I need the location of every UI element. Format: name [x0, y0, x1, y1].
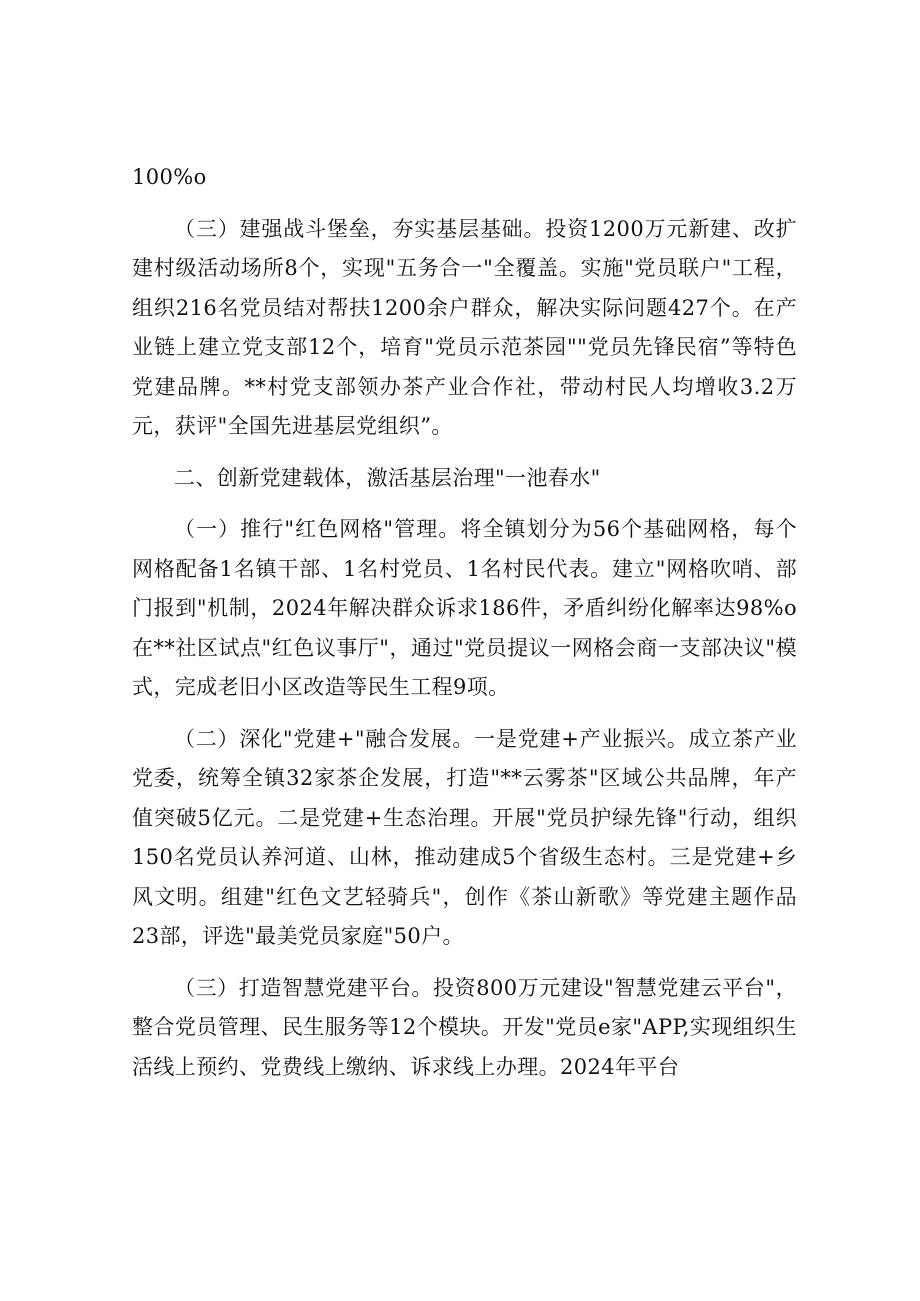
section-heading-two: 二、创新党建载体，激活基层治理"一池春水" [174, 465, 601, 490]
paragraph-smart-platform: （三）打造智慧党建平台。投资800万元建设"智慧党建云平台"，整合党员管理、民生服务等12个模块。开发"党员e家"APP,实现组织生活线上预约、党费线上缴纳、诉求线上办理。2024年平台 [132, 975, 797, 1079]
document-body [132, 158, 797, 1087]
paragraph-build-fortress: （三）建强战斗堡垒，夯实基层基础。投资1200万元新建、改扩建村级活动场所8个，实现"五务合一"全覆盖。实施"党员联户"工程，组织216名党员结对帮扶1200余户群众，解决实际问题427个。在产业链上建立党支部12个，培育"党员示范茶园""党员先锋民宿”等特色党建品牌。**村党支部领办茶产业合作社，带动村民人均增收3.2万元，获评"全国先进基层党组织”。 [132, 216, 797, 438]
paragraph-party-plus: （二）深化"党建+"融合发展。一是党建+产业振兴。成立茶产业党委，统筹全镇32家茶企发展，打造"**云雾茶"区域公共品牌，年产值突破5亿元。二是党建+生态治理。开展"党员护绿先锋"行动，组织150名党员认养河道、山林，推动建成5个省级生态村。三是党建+乡风文明。组建"红色文艺轻骑兵"，创作《茶山新歌》等党建主题作品23部，评选"最美党员家庭"50户。 [132, 726, 797, 948]
paragraph-red-grid: （一）推行"红色网格"管理。将全镇划分为56个基础网格，每个网格配备1名镇干部、1名村党员、1名村民代表。建立"网格吹哨、部门报到"机制，2024年解决群众诉求186件，矛盾纠纷化解率达98%o在**社区试点"红色议事厅"，通过"党员提议一网格会商一支部决议"模式，完成老旧小区改造等民生工程9项。 [132, 517, 797, 699]
continuation-line: 100%o [132, 165, 207, 189]
